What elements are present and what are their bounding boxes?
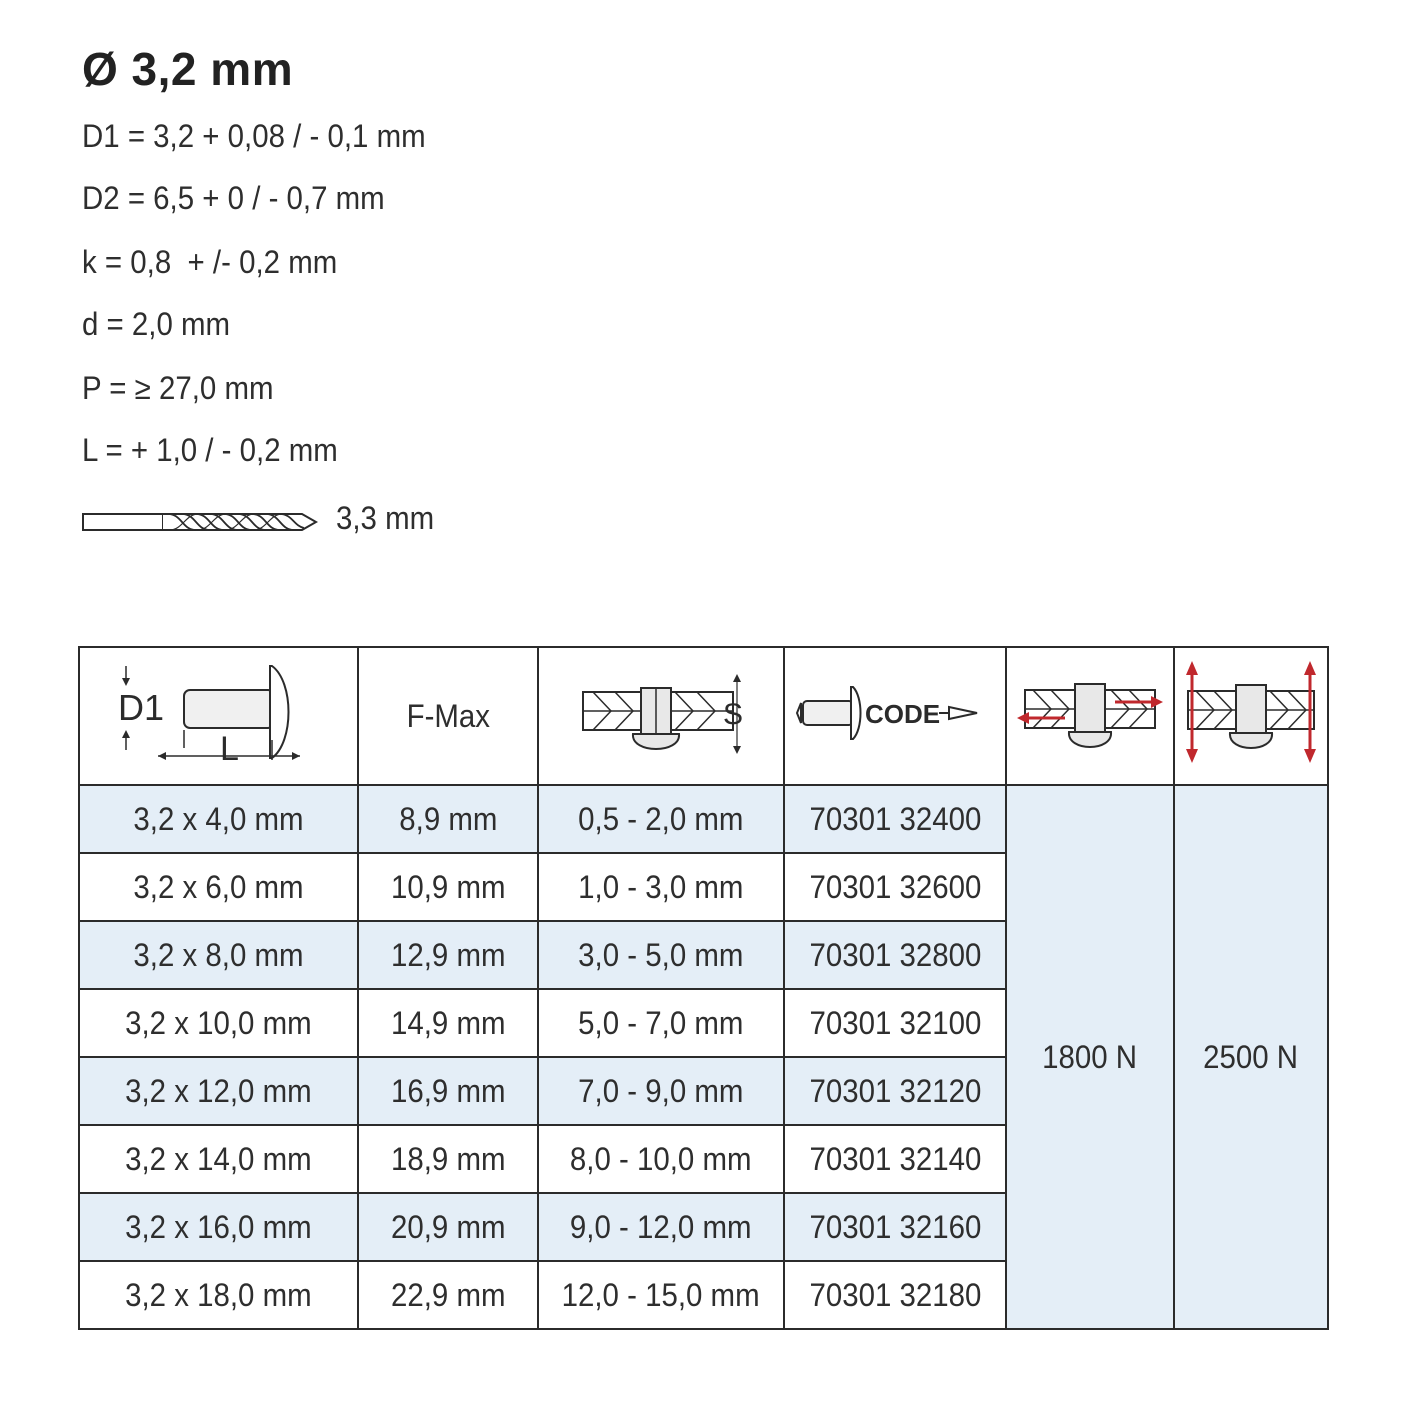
cell-code <box>784 1193 1006 1261</box>
cell-fmax-text: 14,9 mm <box>390 1004 506 1041</box>
table-header-row <box>79 647 1328 785</box>
cell-grip <box>538 1261 784 1329</box>
cell-size-text: 3,2 x 6,0 mm <box>133 868 304 905</box>
cell-fmax <box>358 989 538 1057</box>
cell-fmax-text: 16,9 mm <box>390 1072 506 1109</box>
header-size-d1-label: D1 <box>117 687 164 728</box>
page-title: Ø 3,2 mm <box>82 43 294 95</box>
cell-size-text: 3,2 x 4,0 mm <box>133 800 304 837</box>
cell-fmax <box>358 785 538 853</box>
cell-size-text: 3,2 x 16,0 mm <box>125 1208 312 1245</box>
cell-code <box>784 989 1006 1057</box>
header-grip <box>538 647 784 785</box>
cell-fmax <box>358 1193 538 1261</box>
shear-strength-value: 1800 N <box>1042 1038 1138 1075</box>
cell-grip-text: 8,0 - 10,0 mm <box>570 1140 752 1177</box>
tensile-force-icon <box>1178 657 1324 767</box>
spec-d1: D1 = 3,2 + 0,08 / - 0,1 mm <box>82 118 426 154</box>
tensile-strength-value: 2500 N <box>1203 1038 1299 1075</box>
cell-code-text: 70301 32120 <box>809 1072 981 1109</box>
cell-size <box>79 853 358 921</box>
header-shear <box>1006 647 1174 785</box>
rivet-dimension-icon <box>104 652 334 772</box>
cell-grip-text: 7,0 - 9,0 mm <box>578 1072 744 1109</box>
cell-grip-text: 9,0 - 12,0 mm <box>570 1208 752 1245</box>
cell-tensile-strength <box>1174 785 1328 1329</box>
rivet-code-icon <box>789 677 1001 747</box>
header-grip-s-label: S <box>723 698 744 731</box>
cell-fmax <box>358 1057 538 1125</box>
header-fmax <box>358 647 538 785</box>
spec-d2: D2 = 6,5 + 0 / - 0,7 mm <box>82 180 385 216</box>
cell-grip-text: 1,0 - 3,0 mm <box>578 868 744 905</box>
cell-size-text: 3,2 x 18,0 mm <box>125 1276 312 1313</box>
cell-grip <box>538 1125 784 1193</box>
cell-grip <box>538 853 784 921</box>
header-fmax-label: F-Max <box>406 697 490 734</box>
cell-code <box>784 853 1006 921</box>
header-size <box>79 647 358 785</box>
cell-code-text: 70301 32100 <box>809 1004 981 1041</box>
cell-size <box>79 785 358 853</box>
cell-fmax-text: 18,9 mm <box>390 1140 506 1177</box>
table-row <box>79 785 1328 853</box>
cell-fmax <box>358 1125 538 1193</box>
shear-force-icon <box>1015 662 1165 762</box>
cell-grip-text: 3,0 - 5,0 mm <box>578 936 744 973</box>
cell-code <box>784 921 1006 989</box>
header-code <box>784 647 1006 785</box>
cell-code-text: 70301 32600 <box>809 868 981 905</box>
cell-grip <box>538 921 784 989</box>
cell-fmax-text: 20,9 mm <box>390 1208 506 1245</box>
cell-size <box>79 989 358 1057</box>
spec-k: k = 0,8 + /- 0,2 mm <box>82 244 338 280</box>
cell-code-text: 70301 32400 <box>809 800 981 837</box>
header-size-l-label: L <box>219 730 239 768</box>
cell-fmax <box>358 1261 538 1329</box>
cell-code-text: 70301 32180 <box>809 1276 981 1313</box>
drill-size-value: 3,3 mm <box>336 500 435 536</box>
spec-l: L = + 1,0 / - 0,2 mm <box>82 432 338 468</box>
cell-size-text: 3,2 x 10,0 mm <box>125 1004 312 1041</box>
cell-size <box>79 1193 358 1261</box>
cell-fmax <box>358 921 538 989</box>
cell-grip-text: 12,0 - 15,0 mm <box>561 1276 760 1313</box>
cell-grip <box>538 1193 784 1261</box>
cell-grip-text: 0,5 - 2,0 mm <box>578 800 744 837</box>
cell-grip <box>538 1057 784 1125</box>
cell-code <box>784 1125 1006 1193</box>
cell-grip <box>538 989 784 1057</box>
cell-code-text: 70301 32160 <box>809 1208 981 1245</box>
header-tensile <box>1174 647 1328 785</box>
cell-size <box>79 1125 358 1193</box>
cell-code-text: 70301 32140 <box>809 1140 981 1177</box>
cell-size-text: 3,2 x 12,0 mm <box>125 1072 312 1109</box>
spec-d: d = 2,0 mm <box>82 306 231 342</box>
cell-fmax-text: 10,9 mm <box>390 868 506 905</box>
cell-size <box>79 1057 358 1125</box>
cell-fmax-text: 12,9 mm <box>390 936 506 973</box>
cell-grip-text: 5,0 - 7,0 mm <box>578 1004 744 1041</box>
cell-fmax-text: 8,9 mm <box>398 800 498 837</box>
rivet-spec-table <box>78 646 1329 1330</box>
header-code-label: CODE <box>865 699 941 729</box>
cell-code-text: 70301 32800 <box>809 936 981 973</box>
cell-code <box>784 1261 1006 1329</box>
spec-p: P = ≥ 27,0 mm <box>82 370 274 406</box>
cell-size <box>79 1261 358 1329</box>
cell-size-text: 3,2 x 8,0 mm <box>133 936 304 973</box>
cell-fmax <box>358 853 538 921</box>
cell-grip <box>538 785 784 853</box>
drill-bit-icon <box>82 504 322 538</box>
cell-fmax-text: 22,9 mm <box>390 1276 506 1313</box>
cell-shear-strength <box>1006 785 1174 1329</box>
cell-code <box>784 1057 1006 1125</box>
cell-code <box>784 785 1006 853</box>
cell-size-text: 3,2 x 14,0 mm <box>125 1140 312 1177</box>
cell-size <box>79 921 358 989</box>
grip-range-icon <box>571 662 751 762</box>
